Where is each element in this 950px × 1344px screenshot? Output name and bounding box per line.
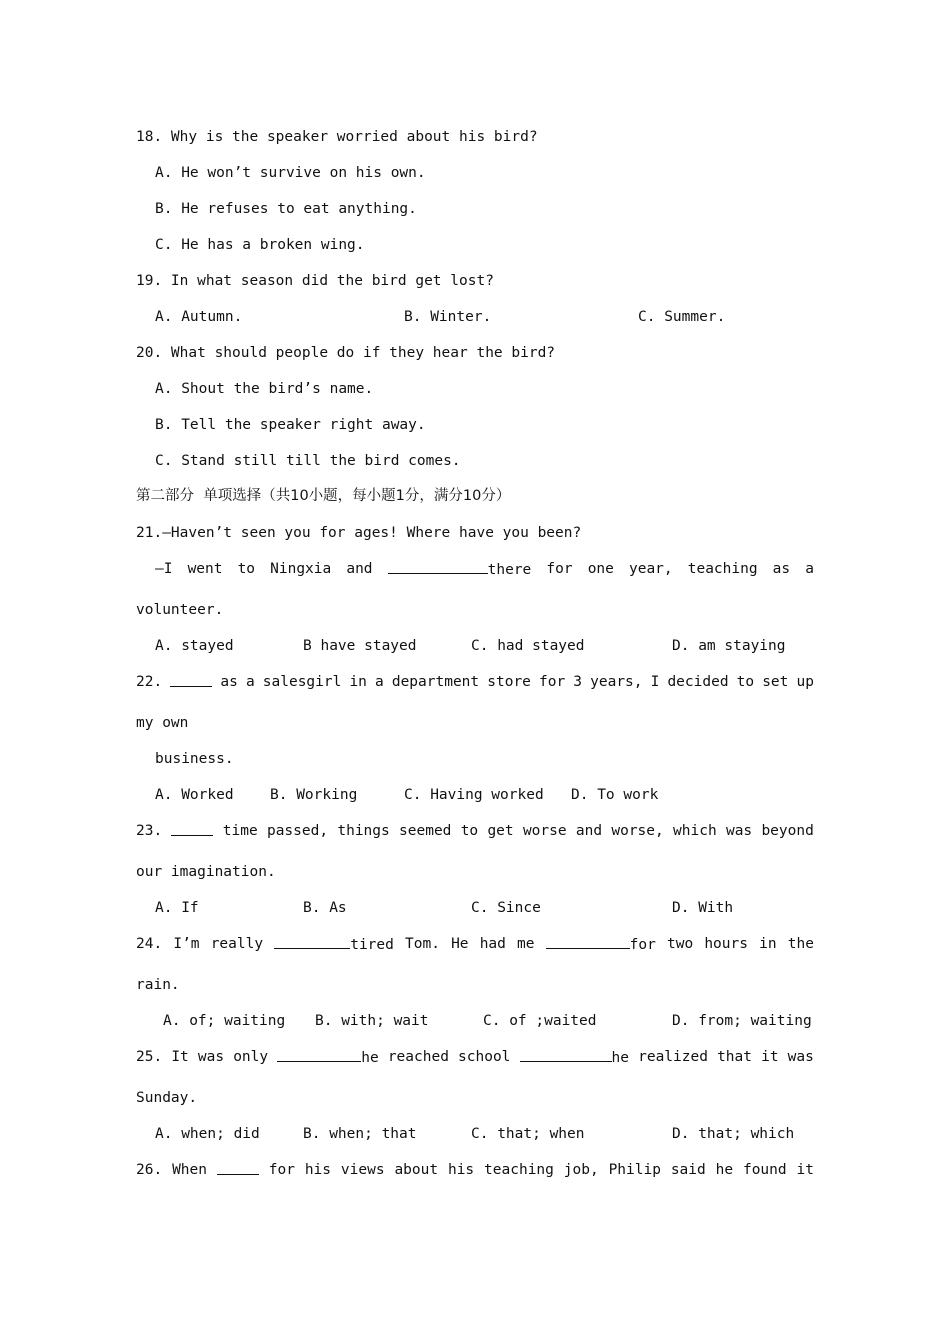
answer-blank xyxy=(170,672,212,687)
q20-option-c: C. Stand still till the bird comes. xyxy=(155,453,461,469)
q26-line1: 26. When for his views about his teaching job, Philip said he found it xyxy=(136,1162,814,1178)
answer-blank xyxy=(277,1047,361,1062)
q23-option-d: D. With xyxy=(672,900,734,916)
q21-line3: volunteer. xyxy=(136,602,224,618)
q18-option-c: C. He has a broken wing. xyxy=(155,237,365,253)
q24-line2: rain. xyxy=(136,977,180,993)
q19-option-b: B. Winter. xyxy=(404,309,492,325)
q24-option-a: A. of; waiting xyxy=(163,1013,286,1029)
q22-option-b: B. Working xyxy=(270,787,358,803)
q21-line2: —I went to Ningxia and there for one year, teaching as a xyxy=(155,561,814,578)
q24-line1: 24. I’m really tired Tom. He had me for two hours in the xyxy=(136,936,814,953)
q23-option-b: B. As xyxy=(303,900,347,916)
answer-blank xyxy=(171,821,213,836)
q25-option-d: D. that; which xyxy=(672,1126,795,1142)
q23-option-a: A. If xyxy=(155,900,199,916)
q19-option-a: A. Autumn. xyxy=(155,309,243,325)
q20-option-b: B. Tell the speaker right away. xyxy=(155,417,426,433)
q24-option-b: B. with; wait xyxy=(315,1013,429,1029)
section-heading: 第二部分 单项选择（共10小题，每小题1分，满分10分） xyxy=(136,488,511,504)
q22-option-a: A. Worked xyxy=(155,787,234,803)
q23-option-c: C. Since xyxy=(471,900,541,916)
q22-option-c: C. Having worked xyxy=(404,787,544,803)
answer-blank xyxy=(546,934,630,949)
q25-line1: 25. It was only he reached school he realized that it was xyxy=(136,1049,814,1066)
q23-line1: 23. time passed, things seemed to get worse and worse, which was beyond xyxy=(136,823,814,839)
q21-option-d: D. am staying xyxy=(672,638,786,654)
q20-option-a: A. Shout the bird’s name. xyxy=(155,381,374,397)
q25-line2: Sunday. xyxy=(136,1090,198,1106)
q21-line1: 21.—Haven’t seen you for ages! Where have you been? xyxy=(136,525,582,541)
q18-option-b: B. He refuses to eat anything. xyxy=(155,201,417,217)
q25-option-c: C. that; when xyxy=(471,1126,585,1142)
answer-blank xyxy=(388,559,488,574)
q24-option-d: D. from; waiting xyxy=(672,1013,812,1029)
q22-option-d: D. To work xyxy=(571,787,659,803)
q23-line2: our imagination. xyxy=(136,864,276,880)
answer-blank xyxy=(274,934,350,949)
q18-option-a: A. He won’t survive on his own. xyxy=(155,165,426,181)
q22-line2: my own xyxy=(136,715,189,731)
q25-option-a: A. when; did xyxy=(155,1126,260,1142)
q18-stem: 18. Why is the speaker worried about his bird? xyxy=(136,129,538,145)
q21-option-c: C. had stayed xyxy=(471,638,585,654)
q22-line3: business. xyxy=(155,751,234,767)
q21-option-a: A. stayed xyxy=(155,638,234,654)
answer-blank xyxy=(520,1047,612,1062)
q25-option-b: B. when; that xyxy=(303,1126,417,1142)
q19-stem: 19. In what season did the bird get lost? xyxy=(136,273,494,289)
q20-stem: 20. What should people do if they hear the bird? xyxy=(136,345,556,361)
answer-blank xyxy=(217,1160,259,1175)
q22-line1: 22. as a salesgirl in a department store for 3 years, I decided to set up xyxy=(136,674,814,690)
q21-option-b: B have stayed xyxy=(303,638,417,654)
q24-option-c: C. of ;waited xyxy=(483,1013,597,1029)
q19-option-c: C. Summer. xyxy=(638,309,726,325)
